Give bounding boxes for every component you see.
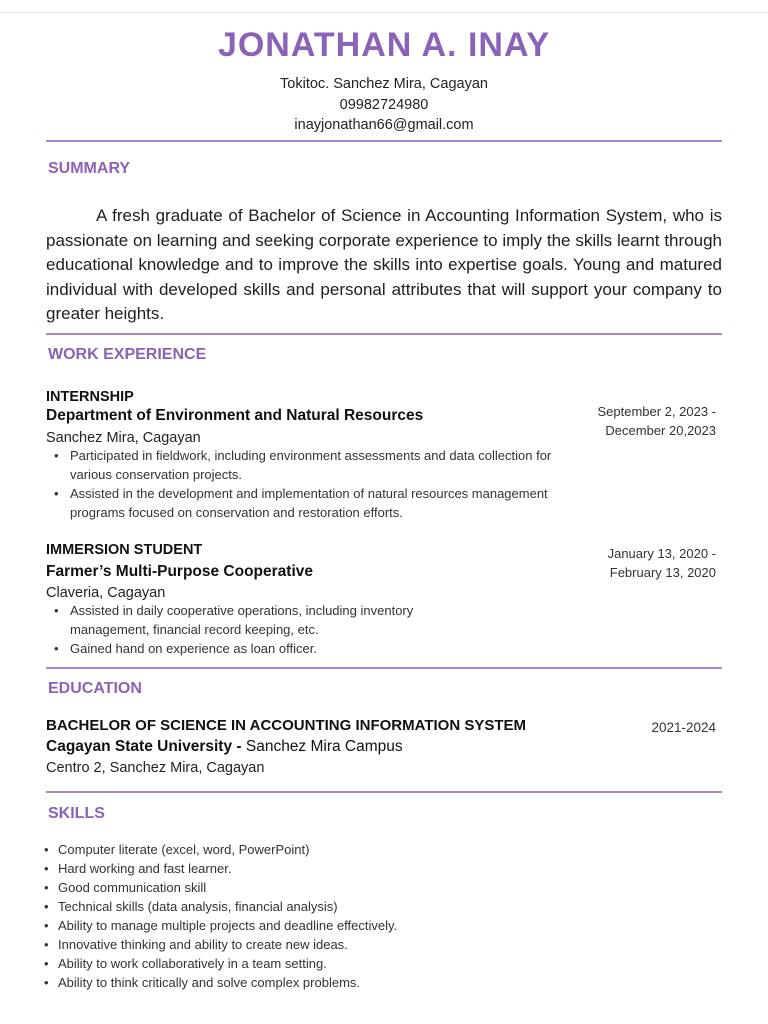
- job-location: Claveria, Cagayan: [46, 585, 166, 601]
- contact-phone: 09982724980: [339, 97, 429, 113]
- school-campus: Sanchez Mira Campus: [245, 738, 403, 755]
- school-name: [46, 738, 403, 756]
- list-item: • Gained hand on experience as loan officer.: [48, 639, 493, 658]
- list-item: • Technical skills (data analysis, financial analysis): [42, 897, 397, 916]
- job-date-start: January 13, 2020 -: [607, 546, 716, 561]
- job-organization: Farmer’s Multi-Purpose Cooperative: [46, 563, 314, 580]
- section-divider: [46, 140, 722, 142]
- job-date-end: December 20,2023: [605, 423, 716, 438]
- school-university: Cagayan State University -: [46, 738, 242, 755]
- work-experience-heading: WORK EXPERIENCE: [48, 346, 207, 363]
- list-item: • Ability to manage multiple projects and deadline effectively.: [42, 916, 397, 935]
- section-divider: [46, 791, 722, 793]
- education-heading: EDUCATION: [48, 680, 142, 697]
- list-item: • Computer literate (excel, word, PowerPoint): [42, 840, 397, 859]
- list-item: • Innovative thinking and ability to create new ideas.: [42, 935, 397, 954]
- job-duties-list: [48, 601, 493, 658]
- contact-email: inayjonathan66@gmail.com: [294, 117, 474, 133]
- job-role: IMMERSION STUDENT: [46, 542, 203, 558]
- list-item: • Participated in fieldwork, including environment assessments and data collection for various conservation projects.: [48, 446, 568, 484]
- contact-address: Tokitoc. Sanchez Mira, Cagayan: [280, 76, 488, 92]
- education-years: 2021-2024: [651, 720, 716, 735]
- list-item: • Ability to think critically and solve complex problems.: [42, 973, 397, 992]
- job-dates: [597, 402, 716, 440]
- job-date-start: September 2, 2023 -: [597, 404, 716, 419]
- summary-heading: SUMMARY: [48, 160, 131, 177]
- job-dates: [608, 544, 716, 582]
- applicant-name: JONATHAN A. INAY: [217, 26, 551, 64]
- school-location: Centro 2, Sanchez Mira, Cagayan: [46, 760, 265, 776]
- job-location: Sanchez Mira, Cagayan: [46, 430, 201, 446]
- summary-text: A fresh graduate of Bachelor of Science in Accounting Information System, who is passionate on learning and seeking corporate experience to imply the skills learnt through educational knowledge and to improve the skills into expertise goals. Young and matured individual with developed skills and personal attributes that will support your company to greater heights.: [46, 206, 722, 323]
- job-role: INTERNSHIP: [46, 389, 134, 405]
- list-item: • Assisted in the development and implementation of natural resources management programs focused on conservation and restoration efforts.: [48, 484, 568, 522]
- list-item: • Hard working and fast learner.: [42, 859, 397, 878]
- section-divider: [46, 667, 722, 669]
- degree-title: BACHELOR OF SCIENCE IN ACCOUNTING INFORMATION SYSTEM: [46, 717, 526, 734]
- list-item: • Assisted in daily cooperative operations, including inventory management, financial record keeping, etc.: [48, 601, 493, 639]
- job-duties-list: [48, 446, 568, 522]
- job-date-end: February 13, 2020: [609, 565, 716, 580]
- job-organization: Department of Environment and Natural Resources: [46, 407, 424, 424]
- list-item: • Ability to work collaboratively in a team setting.: [42, 954, 397, 973]
- section-divider: [46, 333, 722, 335]
- skills-heading: SKILLS: [48, 805, 105, 822]
- page-top-border: [0, 12, 768, 13]
- list-item: • Good communication skill: [42, 878, 397, 897]
- skills-list: [42, 840, 397, 992]
